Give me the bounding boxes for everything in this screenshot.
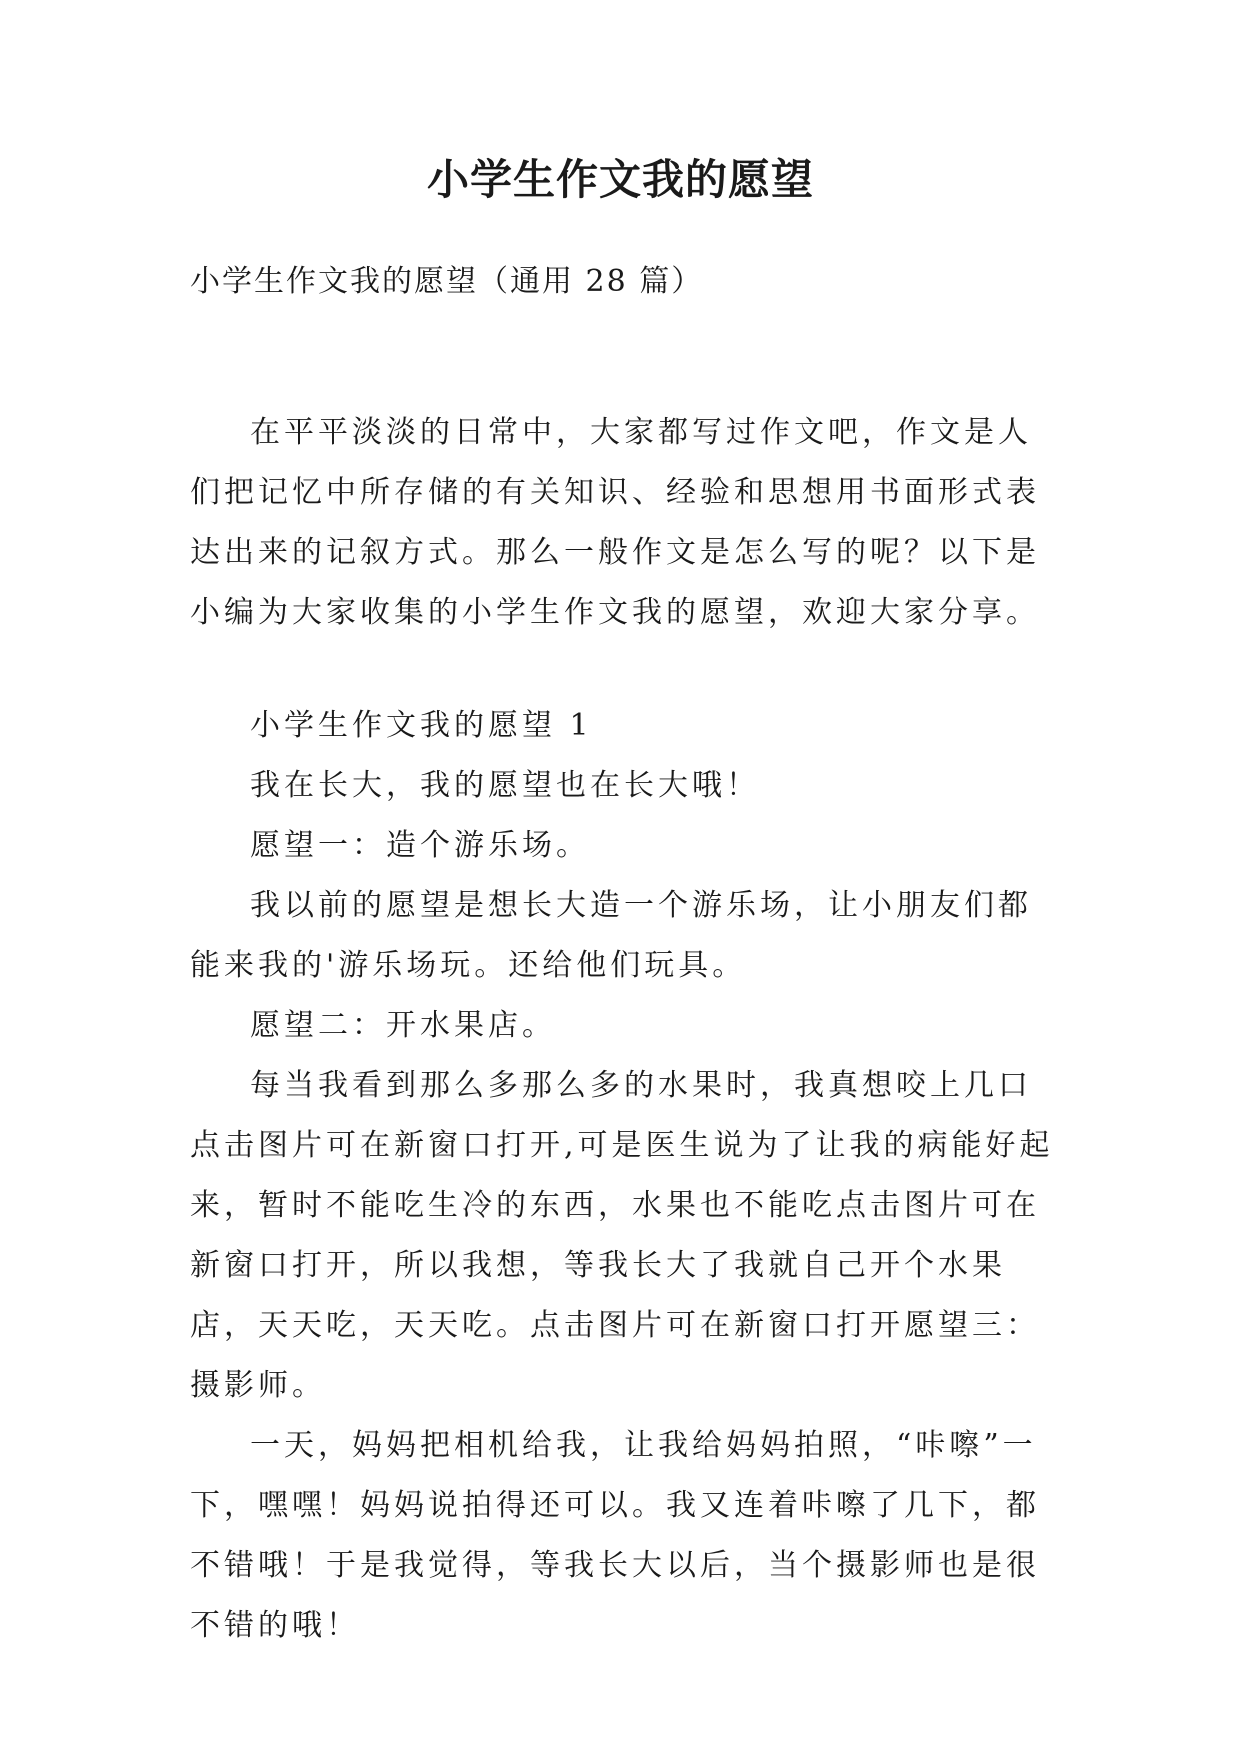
essay-section bbox=[190, 696, 1054, 1656]
document-subtitle: 小学生作文我的愿望（通用 28 篇） bbox=[190, 264, 704, 299]
intro-paragraph: 在平平淡淡的日常中，大家都写过作文吧，作文是人们把记忆中所存储的有关知识、经验和思想用书面形式表达出来的记叙方式。那么一般作文是怎么写的呢？以下是小编为大家收集的小学生作文我的愿望，欢迎大家分享。 bbox=[190, 415, 1040, 630]
essay-paragraph: 一天，妈妈把相机给我，让我给妈妈拍照，“咔嚓”一下，嘿嘿！妈妈说拍得还可以。我又连着咔嚓了几下，都不错哦！于是我觉得，等我长大以后，当个摄影师也是很不错的哦！ bbox=[190, 1428, 1040, 1643]
document-title: 小学生作文我的愿望 bbox=[426, 155, 814, 204]
essay-paragraph: 每当我看到那么多那么多的水果时，我真想咬上几口点击图片可在新窗口打开,可是医生说为了让我的病能好起来，暂时不能吃生冷的东西，水果也不能吃点击图片可在新窗口打开，所以我想，等我长大了我就自己开个水果店，天天吃，天天吃。点击图片可在新窗口打开愿望三：摄影师。 bbox=[190, 1068, 1054, 1403]
essay-paragraph: 我以前的愿望是想长大造一个游乐场，让小朋友们都能来我的'游乐场玩。还给他们玩具。 bbox=[190, 888, 1032, 983]
essay-paragraph: 愿望二：开水果店。 bbox=[250, 1008, 556, 1043]
essay-heading: 小学生作文我的愿望 1 bbox=[250, 708, 593, 743]
intro-section bbox=[190, 403, 1054, 643]
essay-paragraph: 愿望一：造个游乐场。 bbox=[250, 828, 590, 863]
essay-paragraph: 我在长大，我的愿望也在长大哦！ bbox=[250, 768, 760, 803]
